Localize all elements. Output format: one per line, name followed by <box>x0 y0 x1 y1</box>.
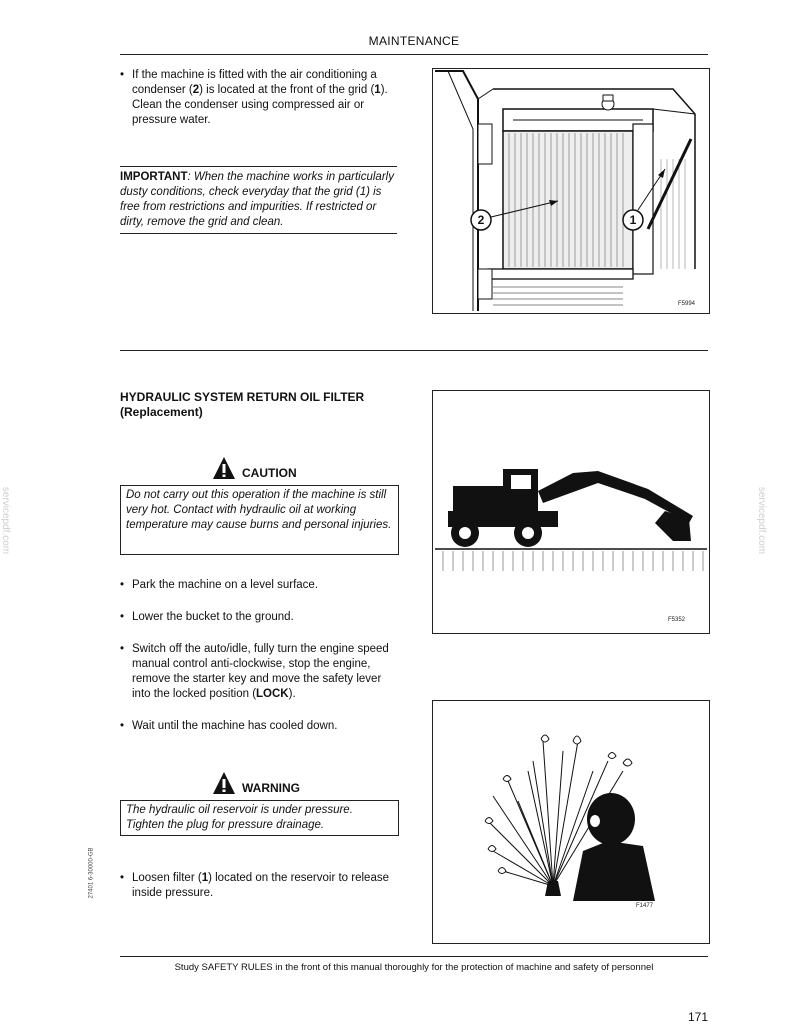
warning-box <box>120 800 399 836</box>
important-label: IMPORTANT <box>120 171 188 183</box>
section-title <box>120 390 410 420</box>
figure-id: F1477 <box>635 903 653 909</box>
figure-id: F5994 <box>677 301 695 307</box>
important-text: : When the machine works in particularly dusty conditions, check everyday that the grid (1) is free from restrictions and impurities. If restricted or dirty, remove the grid and clean. <box>120 171 394 228</box>
important-note <box>120 170 397 230</box>
page-number: 171 <box>687 1010 708 1024</box>
warning-triangle-icon <box>212 456 236 480</box>
footer-rule <box>120 956 708 957</box>
bullet-dot: • <box>120 69 125 81</box>
warning-text: The hydraulic oil reservoir is under pressure. Tighten the plug for pressure drainage. <box>126 804 353 831</box>
step-loosen <box>120 871 400 901</box>
page-header: MAINTENANCE <box>368 34 460 48</box>
bullet-dot: • <box>120 872 125 884</box>
caution-label <box>212 456 297 480</box>
callout-2: 2 <box>477 213 485 227</box>
section-subheading: (Replacement) <box>120 405 203 419</box>
document-code: 27401 6-30000-GB <box>88 847 95 899</box>
watermark-right: servicepdf.com <box>756 486 768 555</box>
warning-heading: WARNING <box>242 781 300 795</box>
figure-id: F5352 <box>667 617 685 623</box>
watermark-left: servicepdf.com <box>0 486 12 555</box>
warning-label <box>212 771 300 795</box>
section-separator <box>120 350 708 351</box>
step-text: Switch off the auto/idle, fully turn the engine speed manual control anti-clockwise, stop the engine, remove the starter key and move the safety lever into the locked position (LOCK). <box>132 643 389 700</box>
step-cool <box>120 719 400 734</box>
warning-triangle-icon <box>212 771 236 795</box>
excavator-drawing <box>433 391 709 633</box>
footer-note: Study SAFETY RULES in the front of this manual thoroughly for the protection of machine and safety of personnel <box>174 962 654 973</box>
important-top-rule <box>120 166 397 167</box>
callout-1: 1 <box>629 213 637 227</box>
section-heading: HYDRAULIC SYSTEM RETURN OIL FILTER <box>120 390 365 404</box>
condenser-figure <box>432 68 710 314</box>
step-switch-off <box>120 642 398 702</box>
important-bottom-rule <box>120 233 397 234</box>
bullet-dot: • <box>120 579 125 591</box>
oil-spray-drawing <box>433 701 709 943</box>
step-text: Wait until the machine has cooled down. <box>132 720 338 732</box>
header-rule <box>120 54 708 55</box>
bullet-dot: • <box>120 643 125 655</box>
spray-figure <box>432 700 710 944</box>
caution-text: Do not carry out this operation if the machine is still very hot. Contact with hydraulic oil at working temperature may cause burns and personal injuries. <box>126 489 392 531</box>
excavator-figure <box>432 390 710 634</box>
bullet-dot: • <box>120 720 125 732</box>
step-park <box>120 578 400 593</box>
step-text: Lower the bucket to the ground. <box>132 611 294 623</box>
bullet-dot: • <box>120 611 125 623</box>
condenser-text: If the machine is fitted with the air conditioning a condenser (2) is located at the front of the grid (1). Clean the condenser using compressed air or pressure water. <box>132 69 388 126</box>
condenser-drawing <box>433 69 709 313</box>
step-text: Park the machine on a level surface. <box>132 579 319 591</box>
caution-heading: CAUTION <box>242 466 297 480</box>
step-text: Loosen filter (1) located on the reservoir to release inside pressure. <box>132 872 389 899</box>
caution-box <box>120 485 399 555</box>
step-lower <box>120 610 400 625</box>
condenser-bullet <box>120 68 396 128</box>
